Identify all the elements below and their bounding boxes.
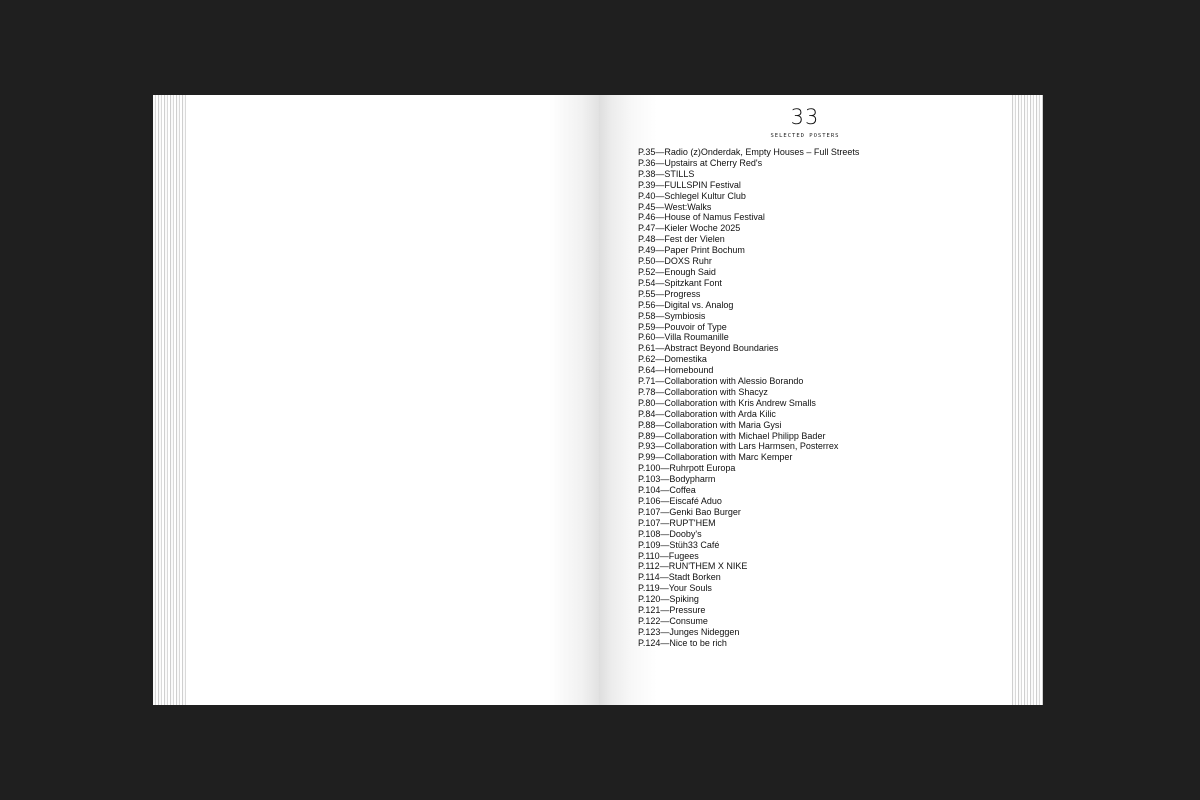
toc-entry: P.119—Your Souls — [638, 583, 712, 594]
toc-entry: P.107—Genki Bao Burger — [638, 506, 741, 517]
toc-entry: P.123—Junges Nideggen — [638, 626, 740, 637]
toc-entry: P.88—Collaboration with Maria Gysi — [638, 419, 782, 430]
section-label: SELECTED POSTERS — [770, 133, 840, 139]
toc-entry: P.54—Spitzkant Font — [638, 277, 722, 288]
toc-entry: P.109—Stüh33 Café — [638, 539, 720, 550]
toc-entry: P.61—Abstract Beyond Boundaries — [638, 343, 779, 354]
toc-entry: P.112—RUN'THEM X NIKE — [638, 561, 748, 572]
toc-entry: P.71—Collaboration with Alessio Borando — [638, 376, 804, 387]
toc-entry: P.80—Collaboration with Kris Andrew Smalls — [638, 397, 816, 408]
toc-entry: P.52—Enough Said — [638, 266, 716, 277]
toc-entry: P.38—STILLS — [638, 168, 695, 179]
toc-entry: P.60—Villa Roumanille — [638, 332, 729, 343]
toc-entry: P.93—Collaboration with Lars Harmsen, Posterrex — [638, 441, 839, 452]
toc-entry: P.50—DOXS Ruhr — [638, 256, 712, 267]
toc-entry: P.89—Collaboration with Michael Philipp Bader — [638, 430, 826, 441]
toc-entry: P.59—Pouvoir of Type — [638, 321, 727, 332]
toc-entry: P.104—Coffea — [638, 485, 696, 496]
toc-entry: P.64—Homebound — [638, 365, 714, 376]
toc-entry: P.35—Radio (z)Onderdak, Empty Houses – Full Streets — [638, 147, 860, 157]
toc-entry: P.110—Fugees — [638, 550, 699, 561]
toc-entry: P.122—Consume — [638, 615, 708, 626]
book-spread — [153, 95, 1043, 705]
toc-entry: P.108—Dooby's — [638, 528, 702, 539]
left-page — [187, 95, 599, 705]
left-page-edges — [153, 95, 189, 705]
toc-entry: P.124—Nice to be rich — [638, 637, 727, 648]
toc-entry: P.56—Digital vs. Analog — [638, 299, 734, 310]
toc-entry: P.46—House of Namus Festival — [638, 212, 765, 223]
toc-entry: P.55—Progress — [638, 288, 701, 299]
toc-entry: P.100—Ruhrpott Europa — [638, 463, 736, 474]
table-of-contents — [638, 147, 859, 649]
toc-entry: P.48—Fest der Vielen — [638, 234, 725, 245]
toc-entry: P.78—Collaboration with Shacyz — [638, 386, 768, 397]
toc-entry: P.121—Pressure — [638, 605, 706, 616]
toc-entry: P.36—Upstairs at Cherry Red's — [638, 157, 763, 168]
toc-entry: P.58—Symbiosis — [638, 310, 706, 321]
toc-entry: P.47—Kieler Woche 2025 — [638, 223, 741, 234]
page-number: 33 — [790, 105, 820, 129]
toc-entry: P.40—Schlegel Kultur Club — [638, 190, 746, 201]
toc-entry: P.114—Stadt Borken — [638, 572, 721, 583]
page-header — [599, 105, 1011, 139]
right-page-edges — [1007, 95, 1043, 705]
toc-entry: P.62—Domestika — [638, 354, 707, 365]
right-page — [599, 95, 1011, 705]
toc-entry: P.49—Paper Print Bochum — [638, 245, 745, 256]
toc-entry: P.103—Bodypharm — [638, 474, 716, 485]
toc-entry: P.106—Eiscafé Aduo — [638, 496, 722, 506]
toc-entry: P.99—Collaboration with Marc Kemper — [638, 452, 793, 463]
toc-entry: P.120—Spiking — [638, 594, 699, 605]
toc-entry: P.39—FULLSPIN Festival — [638, 179, 741, 190]
toc-entry: P.84—Collaboration with Arda Kilic — [638, 408, 776, 419]
toc-entry: P.107—RUPT'HEM — [638, 517, 716, 528]
toc-entry: P.45—West:Walks — [638, 201, 712, 212]
